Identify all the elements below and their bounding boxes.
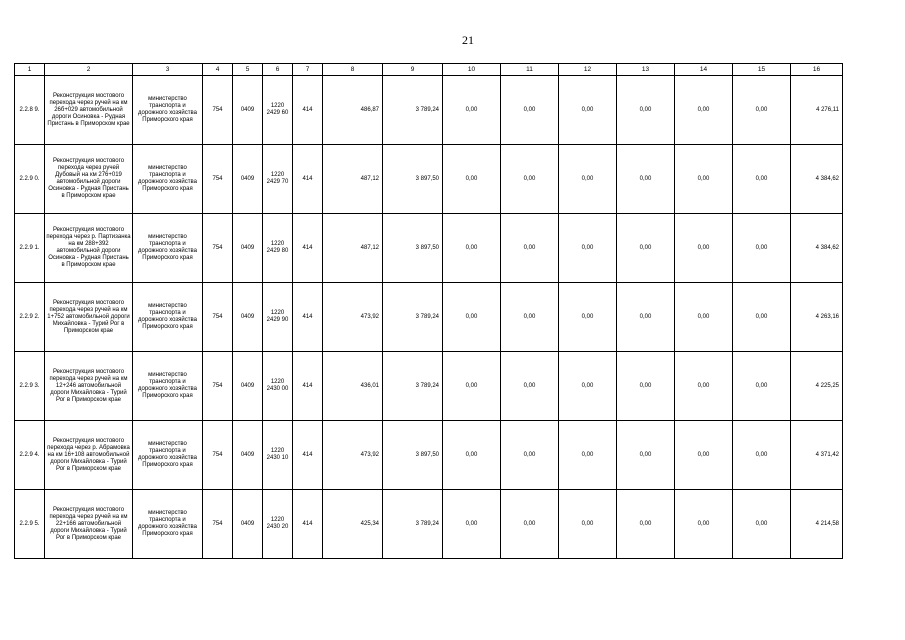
cell-value: 0,00 [559, 421, 617, 490]
cell-value: 486,87 [323, 76, 383, 145]
row-name: Реконструкция мостового перехода через ручей на км 1+752 автомобильной дороги Михайловка - Турий Рог в Приморском крае [45, 283, 133, 352]
cell-value: 0,00 [675, 352, 733, 421]
row-code: 2.2.9 1. [15, 214, 45, 283]
cell-target: 1220 2429 70 [263, 145, 293, 214]
cell-value: 0,00 [443, 145, 501, 214]
column-header: 5 [233, 64, 263, 76]
table-row [15, 283, 843, 352]
cell-value: 3 897,50 [383, 214, 443, 283]
cell-section: 0409 [233, 76, 263, 145]
cell-value: 436,01 [323, 352, 383, 421]
row-org: министерство транспорта и дорожного хозяйства Приморского края [133, 283, 203, 352]
cell-value: 0,00 [501, 283, 559, 352]
cell-value: 3 789,24 [383, 76, 443, 145]
column-header: 8 [323, 64, 383, 76]
cell-value: 473,92 [323, 283, 383, 352]
cell-value: 0,00 [675, 421, 733, 490]
cell-value: 0,00 [559, 76, 617, 145]
cell-gov-code: 754 [203, 76, 233, 145]
cell-section: 0409 [233, 214, 263, 283]
row-name: Реконструкция мостового перехода через р. Партизанка на км 288+392 автомобильной дороги Осиновка - Рудная Пристань в Приморском крае [45, 214, 133, 283]
row-name: Реконструкция мостового перехода через ручей на км 26б+029 автомобильной дороги Осиновка - Рудная Пристань в Приморском крае [45, 76, 133, 145]
column-header: 12 [559, 64, 617, 76]
cell-gov-code: 754 [203, 283, 233, 352]
cell-type: 414 [293, 490, 323, 559]
cell-value: 0,00 [733, 421, 791, 490]
column-header: 2 [45, 64, 133, 76]
cell-value: 3 789,24 [383, 283, 443, 352]
cell-value: 0,00 [501, 421, 559, 490]
cell-section: 0409 [233, 421, 263, 490]
cell-type: 414 [293, 76, 323, 145]
cell-value: 0,00 [559, 490, 617, 559]
cell-gov-code: 754 [203, 421, 233, 490]
cell-value: 0,00 [675, 214, 733, 283]
row-name: Реконструкция мостового перехода через ручей на км 12+246 автомобильной дороги Михайловка - Турий Рог в Приморском крае [45, 352, 133, 421]
cell-value: 0,00 [501, 490, 559, 559]
cell-total: 4 276,11 [791, 76, 843, 145]
column-header: 11 [501, 64, 559, 76]
cell-gov-code: 754 [203, 145, 233, 214]
cell-total: 4 214,58 [791, 490, 843, 559]
cell-gov-code: 754 [203, 214, 233, 283]
column-header: 13 [617, 64, 675, 76]
column-header: 9 [383, 64, 443, 76]
cell-value: 0,00 [733, 490, 791, 559]
cell-value: 0,00 [617, 490, 675, 559]
cell-value: 0,00 [675, 145, 733, 214]
column-header: 7 [293, 64, 323, 76]
cell-target: 1220 2430 10 [263, 421, 293, 490]
row-org: министерство транспорта и дорожного хозяйства Приморского края [133, 145, 203, 214]
cell-value: 0,00 [501, 76, 559, 145]
cell-target: 1220 2429 60 [263, 76, 293, 145]
cell-value: 0,00 [733, 145, 791, 214]
table-row [15, 421, 843, 490]
column-header: 6 [263, 64, 293, 76]
cell-target: 1220 2430 00 [263, 352, 293, 421]
row-code: 2.2.9 2. [15, 283, 45, 352]
row-org: министерство транспорта и дорожного хозяйства Приморского края [133, 490, 203, 559]
cell-value: 0,00 [443, 421, 501, 490]
column-header: 14 [675, 64, 733, 76]
cell-value: 487,12 [323, 145, 383, 214]
cell-value: 3 897,50 [383, 421, 443, 490]
cell-value: 3 789,24 [383, 490, 443, 559]
cell-value: 0,00 [501, 214, 559, 283]
row-code: 2.2.9 4. [15, 421, 45, 490]
cell-value: 0,00 [559, 214, 617, 283]
cell-value: 0,00 [617, 145, 675, 214]
cell-value: 0,00 [733, 352, 791, 421]
cell-value: 0,00 [675, 490, 733, 559]
column-header: 3 [133, 64, 203, 76]
cell-value: 0,00 [675, 283, 733, 352]
table-row [15, 214, 843, 283]
cell-section: 0409 [233, 352, 263, 421]
column-header: 10 [443, 64, 501, 76]
cell-value: 0,00 [617, 283, 675, 352]
cell-total: 4 384,62 [791, 145, 843, 214]
table-row [15, 145, 843, 214]
cell-value: 0,00 [559, 283, 617, 352]
cell-value: 425,34 [323, 490, 383, 559]
cell-value: 0,00 [617, 421, 675, 490]
row-code: 2.2.9 0. [15, 145, 45, 214]
cell-type: 414 [293, 421, 323, 490]
row-name: Реконструкция мостового перехода через р. Абрамовка на км 16+108 автомобильной дороги Михайловка - Турий Рог в Приморском крае [45, 421, 133, 490]
row-code: 2.2.8 9. [15, 76, 45, 145]
page-number: 21 [462, 33, 474, 47]
cell-value: 0,00 [559, 145, 617, 214]
cell-total: 4 384,62 [791, 214, 843, 283]
row-org: министерство транспорта и дорожного хозяйства Приморского края [133, 76, 203, 145]
row-org: министерство транспорта и дорожного хозяйства Приморского края [133, 421, 203, 490]
cell-value: 0,00 [501, 352, 559, 421]
cell-value: 3 789,24 [383, 352, 443, 421]
row-org: министерство транспорта и дорожного хозяйства Приморского края [133, 214, 203, 283]
cell-value: 0,00 [443, 490, 501, 559]
cell-value: 0,00 [443, 352, 501, 421]
cell-value: 0,00 [617, 214, 675, 283]
table-row [15, 490, 843, 559]
column-header: 15 [733, 64, 791, 76]
table-header-row [15, 64, 843, 76]
row-org: министерство транспорта и дорожного хозяйства Приморского края [133, 352, 203, 421]
cell-target: 1220 2429 80 [263, 214, 293, 283]
cell-value: 0,00 [443, 76, 501, 145]
cell-value: 0,00 [733, 214, 791, 283]
cell-value: 0,00 [559, 352, 617, 421]
cell-value: 473,92 [323, 421, 383, 490]
cell-value: 0,00 [675, 76, 733, 145]
cell-value: 0,00 [443, 214, 501, 283]
cell-value: 487,12 [323, 214, 383, 283]
cell-total: 4 371,42 [791, 421, 843, 490]
cell-section: 0409 [233, 490, 263, 559]
cell-type: 414 [293, 214, 323, 283]
cell-gov-code: 754 [203, 490, 233, 559]
cell-value: 0,00 [617, 76, 675, 145]
budget-table [14, 63, 843, 559]
cell-type: 414 [293, 352, 323, 421]
cell-type: 414 [293, 283, 323, 352]
cell-target: 1220 2429 90 [263, 283, 293, 352]
row-name: Реконструкция мостового перехода через ручей на км 22+166 автомобильной дороги Михайловка - Турий Рог в Приморском крае [45, 490, 133, 559]
cell-section: 0409 [233, 283, 263, 352]
table-row [15, 352, 843, 421]
row-code: 2.2.9 5. [15, 490, 45, 559]
column-header: 16 [791, 64, 843, 76]
column-header: 4 [203, 64, 233, 76]
cell-value: 0,00 [501, 145, 559, 214]
cell-type: 414 [293, 145, 323, 214]
table-row [15, 76, 843, 145]
cell-target: 1220 2430 20 [263, 490, 293, 559]
cell-total: 4 225,25 [791, 352, 843, 421]
cell-value: 3 897,50 [383, 145, 443, 214]
cell-value: 0,00 [733, 76, 791, 145]
row-name: Реконструкция мостового перехода через ручей Дубовый на км 276+019 автомобильной дороги Осиновка - Рудная Пристань в Приморском крае [45, 145, 133, 214]
cell-value: 0,00 [617, 352, 675, 421]
cell-section: 0409 [233, 145, 263, 214]
row-code: 2.2.9 3. [15, 352, 45, 421]
column-header: 1 [15, 64, 45, 76]
cell-value: 0,00 [443, 283, 501, 352]
cell-value: 0,00 [733, 283, 791, 352]
cell-gov-code: 754 [203, 352, 233, 421]
cell-total: 4 263,16 [791, 283, 843, 352]
